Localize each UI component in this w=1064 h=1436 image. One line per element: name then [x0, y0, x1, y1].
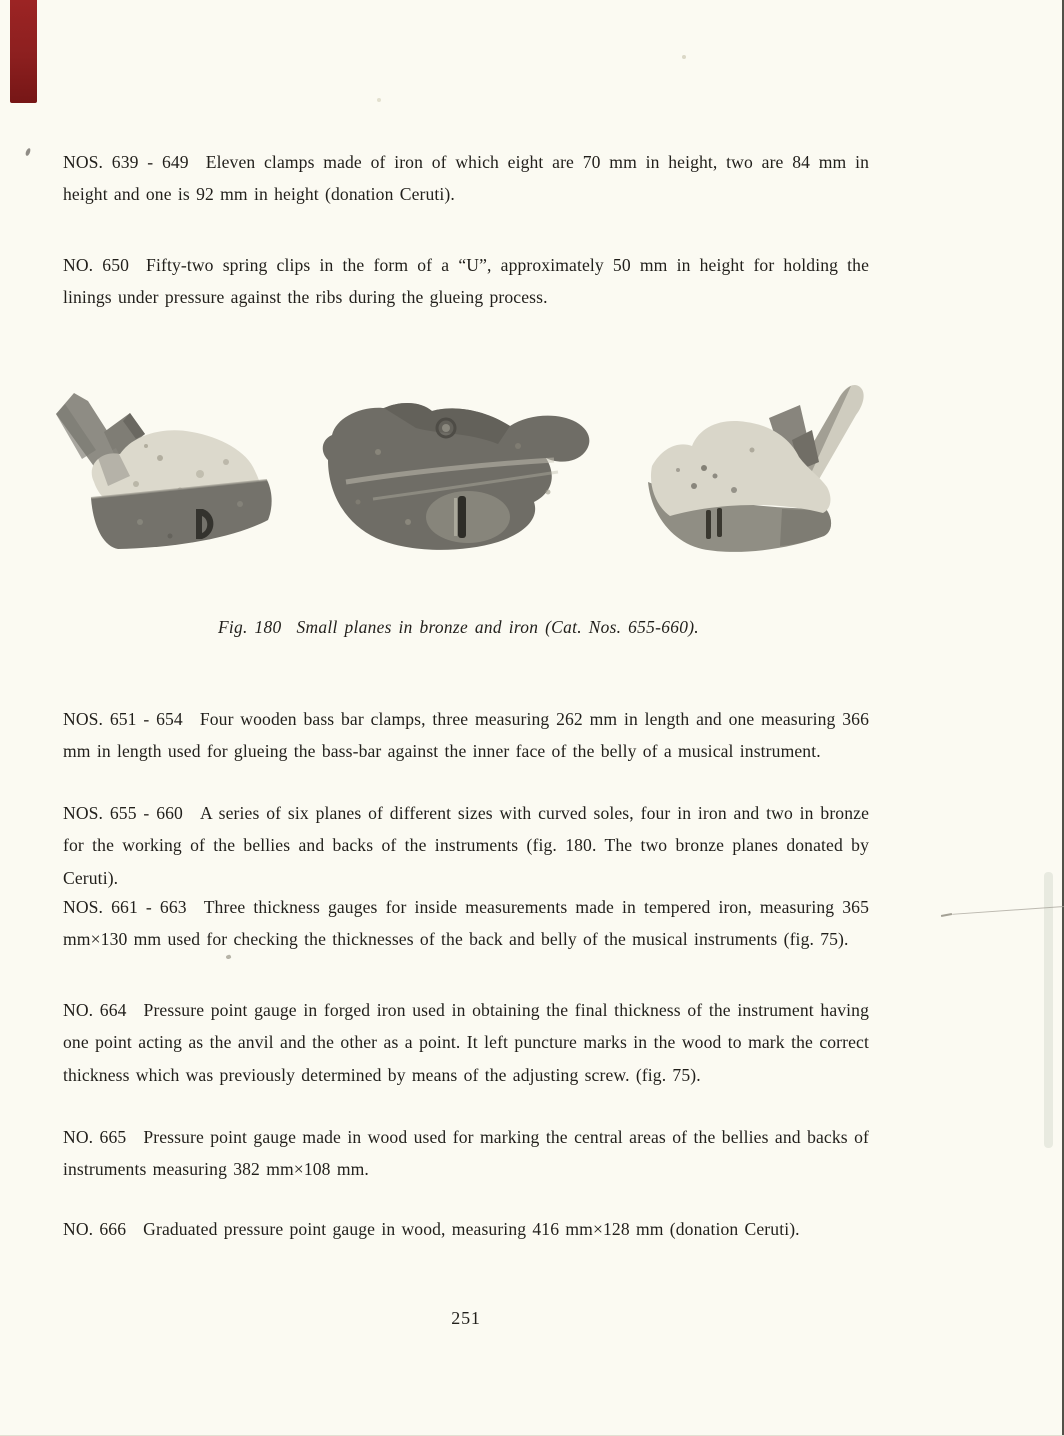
entry-number: NO. 666 — [63, 1219, 127, 1239]
catalog-entry-664 — [63, 994, 869, 1091]
entry-number: NO. 650 — [63, 255, 130, 275]
page-number: 251 — [451, 1308, 481, 1328]
figure-caption-text: Small planes in bronze and iron (Cat. Nos. 655-660). — [296, 617, 699, 637]
catalog-entry-661-663 — [63, 891, 869, 956]
plane-photo-right — [642, 378, 874, 554]
catalog-entry-650 — [63, 249, 869, 314]
figure-caption-label: Fig. 180 — [218, 617, 282, 637]
entry-text: Eleven clamps made of iron of which eight are 70 mm in height, two are 84 mm in height and one is 92 mm in height (donation Ceruti). — [63, 152, 869, 205]
scan-dash-artifact — [941, 913, 952, 917]
entry-number: NO. 665 — [63, 1127, 127, 1147]
plane-photo-left — [50, 388, 274, 550]
entry-number: NOS. 639 - 649 — [63, 152, 189, 172]
entry-text: A series of six planes of different sizes with curved soles, four in iron and two in bronze for the working of the bellies and backs of the instruments (fig. 180. The two bronze planes donated by Ceruti). — [63, 803, 869, 888]
entry-text: Pressure point gauge in forged iron used in obtaining the final thickness of the instrument having one point acting as the anvil and the other as a point. It left puncture marks in the wood to mark the correct thickness which was previously determined by means of the adjusting screw. (fig. 75). — [63, 1000, 870, 1085]
catalog-entry-665 — [63, 1121, 869, 1186]
catalog-entry-655-660 — [63, 797, 869, 894]
entry-number: NO. 664 — [63, 1000, 127, 1020]
entry-number: NOS. 651 - 654 — [63, 709, 183, 729]
entry-text: Three thickness gauges for inside measurements made in tempered iron, measuring 365 mm×130 mm used for checking the thicknesses of the back and belly of the musical instruments (fig. 75). — [63, 897, 869, 950]
catalog-entry-651-654 — [63, 703, 869, 768]
entry-number: NOS. 661 - 663 — [63, 897, 187, 917]
entry-number: NOS. 655 - 660 — [63, 803, 183, 823]
scan-speck — [25, 148, 31, 157]
catalog-entry-639-649 — [63, 146, 869, 211]
entry-text: Graduated pressure point gauge in wood, measuring 416 mm×128 mm (donation Ceruti). — [143, 1219, 800, 1239]
entry-text: Fifty-two spring clips in the form of a “U”, approximately 50 mm in height for holding the linings under pressure against the ribs during the glueing process. — [63, 255, 870, 308]
scan-speck — [682, 55, 686, 59]
figure-caption — [218, 617, 699, 638]
entry-text: Four wooden bass bar clamps, three measuring 262 mm in length and one measuring 366 mm in length used for glueing the bass-bar against the inner face of the belly of a musical instrument. — [63, 709, 869, 762]
scan-edge-shadow — [1044, 872, 1053, 1148]
red-registration-bar — [10, 0, 37, 103]
entry-text: Pressure point gauge made in wood used for marking the central areas of the bellies and backs of instruments measuring 382 mm×108 mm. — [63, 1127, 870, 1180]
plane-photo-middle — [318, 402, 592, 558]
scan-speck — [377, 98, 381, 102]
catalog-entry-666 — [63, 1213, 869, 1245]
